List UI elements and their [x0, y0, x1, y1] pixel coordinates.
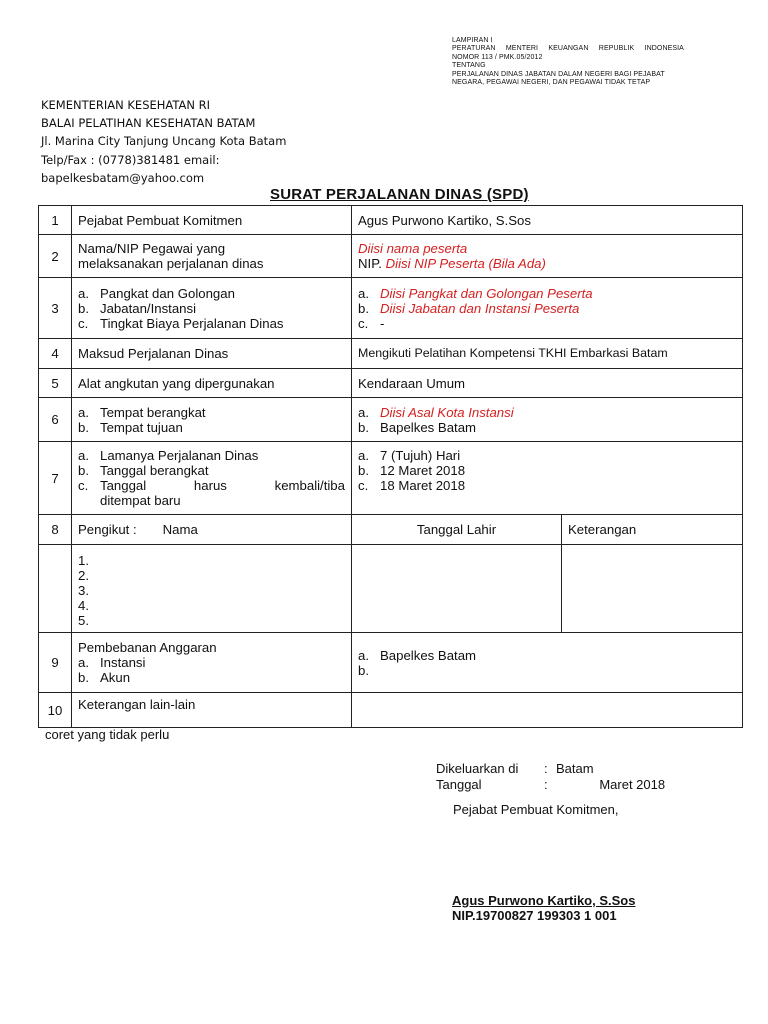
- row-label: Alat angkutan yang dipergunakan: [72, 369, 352, 398]
- list-item: 3.: [78, 583, 89, 598]
- table-row: [39, 633, 743, 693]
- table-row: [39, 278, 743, 339]
- table-row: [39, 206, 743, 235]
- row-value: [352, 398, 743, 442]
- institution-name: BALAI PELATIHAN KESEHATAN BATAM: [41, 116, 256, 131]
- signatory-nip: NIP.19700827 199303 1 001: [452, 908, 617, 923]
- list-item: c. -: [358, 315, 385, 331]
- row-value: [352, 693, 743, 728]
- row-number: 2: [39, 235, 72, 278]
- list-item: a. Bapelkes Batam: [358, 647, 477, 663]
- document-title: SURAT PERJALANAN DINAS (SPD): [270, 186, 529, 203]
- table-row: [39, 693, 743, 728]
- issued-place: Dikeluarkan di : Batam: [436, 761, 594, 776]
- list-item: a. Diisi Asal Kota Instansi: [358, 404, 514, 420]
- participant-name: Diisi nama peserta: [358, 241, 468, 256]
- row-value: Mengikuti Pelatihan Kompetensi TKHI Embarkasi Batam: [352, 339, 743, 369]
- lampiran-line: PERJALANAN DINAS JABATAN DALAM NEGERI BAGI PEJABAT: [452, 70, 665, 78]
- row-number: 1: [39, 206, 72, 235]
- row-value: [352, 278, 743, 339]
- row-value: Agus Purwono Kartiko, S.Sos: [352, 206, 743, 235]
- list-item: a. Lamanya Perjalanan Dinas: [78, 448, 259, 463]
- table-row: [39, 398, 743, 442]
- empty-cell: [562, 545, 743, 633]
- table-row: [39, 515, 743, 545]
- empty-cell: [352, 545, 562, 633]
- list-item: c. 18 Maret 2018: [358, 478, 466, 493]
- follower-header: Pengikut : Nama: [72, 515, 352, 545]
- row-number: 8: [39, 515, 72, 545]
- row-number: 4: [39, 339, 72, 369]
- list-item: b. Akun: [78, 670, 131, 685]
- list-item: 4.: [78, 598, 89, 613]
- row-value: Kendaraan Umum: [352, 369, 743, 398]
- issuance-block: [436, 761, 665, 793]
- signature-block: [452, 893, 635, 923]
- lampiran-line: LAMPIRAN I: [452, 37, 493, 44]
- row-value: [352, 633, 743, 693]
- row-value: [352, 442, 743, 515]
- table-row: [39, 235, 743, 278]
- spd-table: [38, 205, 743, 728]
- list-item: b. Diisi Jabatan dan Instansi Peserta: [358, 300, 580, 316]
- remarks-header: Keterangan: [562, 515, 743, 545]
- row-label: [72, 442, 352, 515]
- row-number: 3: [39, 278, 72, 339]
- list-item: a. Diisi Pangkat dan Golongan Peserta: [358, 285, 593, 301]
- list-item: a. 7 (Tujuh) Hari: [358, 448, 461, 463]
- row-label: Pembebanan Anggaran a. Instansi b. Akun: [72, 633, 352, 693]
- row-number: 9: [39, 633, 72, 693]
- list-item: 1.: [78, 553, 89, 568]
- row-number: 6: [39, 398, 72, 442]
- row-number: 10: [39, 693, 72, 728]
- lampiran-block: [452, 37, 692, 87]
- row-label: [72, 278, 352, 339]
- footnote: coret yang tidak perlu: [45, 727, 170, 742]
- row-value: [352, 235, 743, 278]
- lampiran-line: TENTANG: [452, 62, 486, 70]
- row-number: 7: [39, 442, 72, 515]
- table-row: [39, 369, 743, 398]
- list-item: 2.: [78, 568, 89, 583]
- letterhead: [41, 96, 286, 187]
- empty-cell: [39, 545, 72, 633]
- list-item: b. Jabatan/Instansi: [78, 300, 197, 316]
- row-label: Keterangan lain-lain: [72, 693, 352, 728]
- follower-list: [72, 545, 352, 633]
- list-item: a. Tempat berangkat: [78, 404, 206, 420]
- participant-nip: NIP. Diisi NIP Peserta (Bila Ada): [358, 256, 546, 271]
- list-item: a. Instansi: [78, 655, 146, 670]
- list-item: b. Tanggal berangkat: [78, 463, 209, 478]
- table-row: [39, 545, 743, 633]
- lampiran-line: NOMOR 113 / PMK.05/2012: [452, 53, 543, 61]
- list-item: b. Tempat tujuan: [78, 419, 183, 435]
- email: bapelkesbatam@yahoo.com: [41, 170, 205, 185]
- list-item: 5.: [78, 613, 89, 628]
- row-label: Nama/NIP Pegawai yang melaksanakan perjalanan dinas: [72, 235, 352, 278]
- phone-fax: Telp/Fax : (0778)381481 email:: [41, 152, 220, 167]
- lampiran-line: NEGARA, PEGAWAI NEGERI, DAN PEGAWAI TIDAK TETAP: [452, 79, 651, 87]
- row-label: Pejabat Pembuat Komitmen: [72, 206, 352, 235]
- list-item: b. 12 Maret 2018: [358, 463, 466, 478]
- ministry-name: KEMENTERIAN KESEHATAN RI: [41, 98, 211, 112]
- row-label: [72, 398, 352, 442]
- table-row: [39, 442, 743, 515]
- list-item: b.: [358, 662, 369, 678]
- signatory-name: Agus Purwono Kartiko, S.Sos: [452, 893, 636, 908]
- list-item: a. Pangkat dan Golongan: [78, 285, 235, 301]
- issued-date: Tanggal : Maret 2018: [436, 777, 666, 792]
- signatory-title: Pejabat Pembuat Komitmen,: [453, 802, 619, 817]
- row-number: 5: [39, 369, 72, 398]
- list-item: c. Tingkat Biaya Perjalanan Dinas: [78, 315, 284, 331]
- list-item: c. Tanggal harus kembali/tiba ditempat baru: [78, 478, 345, 508]
- address: Jl. Marina City Tanjung Uncang Kota Batam: [41, 134, 287, 149]
- lampiran-line: PERATURAN MENTERI KEUANGAN REPUBLIK INDONESIA: [452, 45, 684, 53]
- list-item: b. Bapelkes Batam: [358, 419, 477, 435]
- table-row: [39, 339, 743, 369]
- birthdate-header: Tanggal Lahir: [352, 515, 562, 545]
- row-label: Maksud Perjalanan Dinas: [72, 339, 352, 369]
